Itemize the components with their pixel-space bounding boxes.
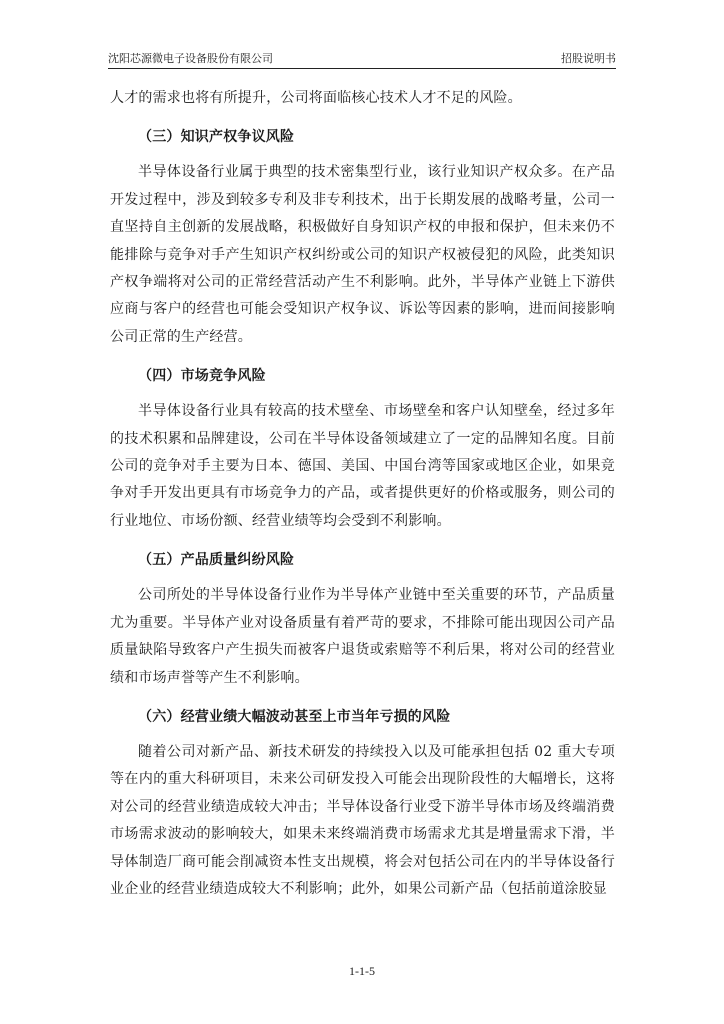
intro-paragraph: 人才的需求也将有所提升，公司将面临核心技术人才不足的风险。 [110, 90, 522, 106]
section-text-ip-dispute: 半导体设备行业属于典型的技术密集型行业，该行业知识产权众多。在产品开发过程中，涉及到较多专利及非专利技术，出于长期发展的战略考量，公司一直坚持自主创新的发展战略，积极做好自身知识产权的申报和保护，但未来仍不能排除与竞争对手产生知识产权纠纷或公司的知识产权被侵犯的风险，此类知识产权争端将对公司的正常经营活动产生不利影响。此外，半导体产业链上下游供应商与客户的经营也可能会受知识产权争议、诉讼等因素的影响，进而间接影响公司正常的生产经营。 [110, 164, 615, 345]
section-heading-product-quality: （五）产品质量纠纷风险 [138, 552, 295, 569]
section-heading-market-competition: （四）市场竞争风险 [138, 368, 266, 385]
header-divider [108, 68, 616, 69]
page-header [108, 50, 616, 68]
section-text-product-quality: 公司所处的半导体设备行业作为半导体产业链中至关重要的环节，产品质量尤为重要。半导体产业对设备质量有着严苛的要求，不排除可能出现因公司产品质量缺陷导致客户产生损失而被客户退货或索赔等不利后果，将对公司的经营业绩和市场声誉等产生不利影响。 [110, 587, 615, 686]
section-text-market-competition: 半导体设备行业具有较高的技术壁垒、市场壁垒和客户认知壁垒，经过多年的技术积累和品牌建设，公司在半导体设备领域建立了一定的品牌知名度。目前公司的竞争对手主要为日本、德国、美国、中国台湾等国家或地区企业，如果竞争对手开发出更具有市场竞争力的产品，或者提供更好的价格或服务，则公司的行业地位、市场份额、经营业绩等均会受到不利影响。 [110, 403, 615, 529]
section-heading-performance-volatility: （六）经营业绩大幅波动甚至上市当年亏损的风险 [138, 708, 451, 725]
page-number: 1-1-5 [349, 964, 375, 978]
section-text-performance-volatility: 随着公司对新产品、新技术研发的持续投入以及可能承担包括 02 重大专项等在内的重大科研项目，未来公司研发投入可能会出现阶段性的大幅增长，这将对公司的经营业绩造成较大冲击；半导体设备行业受下游半导体市场及终端消费市场需求波动的影响较大，如果未来终端消费市场需求尤其是增量需求下滑，半导体制造厂商可能会削减资本性支出规模，将会对包括公司在内的半导体设备行业企业的经营业绩造成较大不利影响；此外，如果公司新产品（包括前道涂胶显 [110, 743, 615, 897]
header-company-name: 沈阳芯源微电子设备股份有限公司 [108, 52, 273, 65]
document-body [110, 85, 615, 903]
header-document-type: 招股说明书 [561, 52, 616, 65]
section-heading-ip-dispute: （三）知识产权争议风险 [138, 129, 295, 146]
